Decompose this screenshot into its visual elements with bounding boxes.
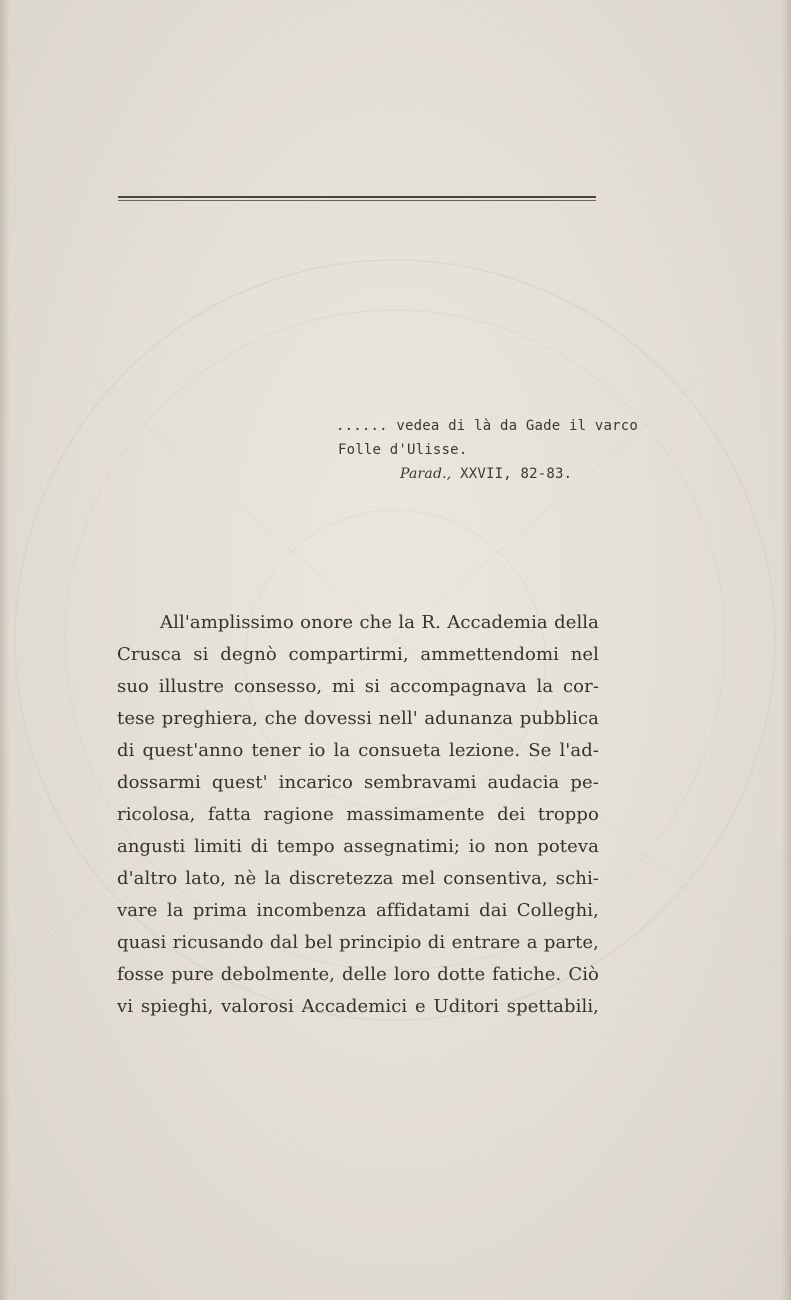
body-line: vare la prima incombenza affidatami dai Colleghi, [117,900,599,921]
body-paragraph [117,607,599,1023]
body-line: All'amplissimo onore che la R. Accademia della [160,612,599,633]
epigraph-source-ref: XXVII, 82-83. [460,466,573,482]
body-line: Crusca si degnò compartirmi, ammettendomi nel [117,644,599,665]
rule-thin-line [118,200,596,201]
epigraph-line-1: ...... vedea di là da Gade il varco [336,418,639,434]
header-double-rule [118,196,596,202]
body-line: fosse pure debolmente, delle loro dotte fatiche. Ciò [117,964,599,985]
body-line: dossarmi quest' incarico sembravami audacia pe- [117,772,599,793]
rule-thick-line [118,196,596,198]
body-line: di quest'anno tener io la consueta lezione. Se l'ad- [117,740,599,761]
epigraph-source-title: Parad., [400,466,452,482]
body-line: vi spieghi, valorosi Accademici e Uditori spettabili, [117,996,599,1017]
epigraph-source [336,462,606,486]
body-line: d'altro lato, nè la discretezza mel consentiva, schi- [117,868,599,889]
body-line: quasi ricusando dal bel principio di entrare a parte, [117,932,599,953]
body-line: angusti limiti di tempo assegnatimi; io non poteva [117,836,599,857]
epigraph [336,414,639,486]
page-right-edge [781,0,791,1300]
body-line: ricolosa, fatta ragione massimamente dei troppo [117,804,599,825]
body-line: suo illustre consesso, mi si accompagnava la cor- [117,676,599,697]
body-line: tese preghiera, che dovessi nell' adunanza pubblica [117,708,599,729]
epigraph-line-2: Folle d'Ulisse. [338,442,468,458]
page-left-edge [0,0,10,1300]
